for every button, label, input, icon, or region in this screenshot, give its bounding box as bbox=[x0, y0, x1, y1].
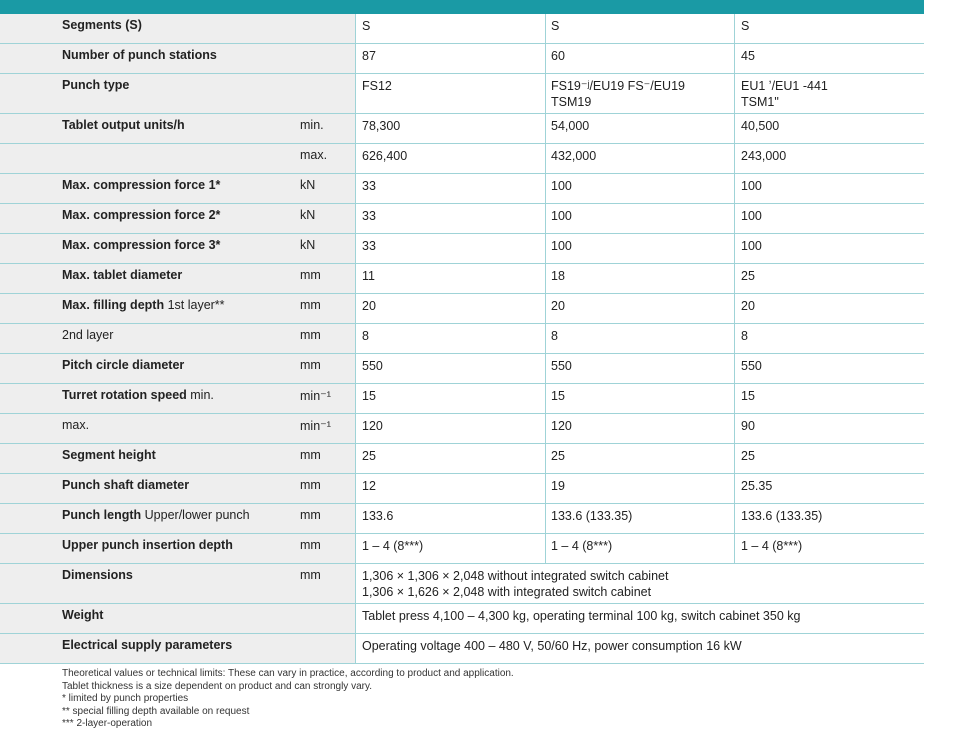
row-label-cell bbox=[0, 234, 355, 263]
row-value-3: 243,000 bbox=[741, 149, 787, 163]
column-divider bbox=[355, 294, 356, 323]
row-label-bold: Punch type bbox=[62, 78, 130, 92]
row-label bbox=[62, 608, 103, 622]
row-label-bold: Segment height bbox=[62, 448, 156, 462]
row-label-bold: Upper punch insertion depth bbox=[62, 538, 233, 552]
row-value-2: 19 bbox=[551, 479, 565, 493]
column-divider bbox=[545, 44, 546, 73]
column-divider bbox=[355, 234, 356, 263]
column-divider bbox=[545, 264, 546, 293]
column-divider bbox=[545, 354, 546, 383]
row-value-2: 100 bbox=[551, 209, 572, 223]
row-label-bold: Punch length bbox=[62, 508, 142, 522]
row-value-2: 432,000 bbox=[551, 149, 597, 163]
row-label-bold: Dimensions bbox=[62, 568, 133, 582]
row-label-cell bbox=[0, 634, 355, 663]
row-label-suffix: 1st layer** bbox=[164, 298, 225, 312]
row-value-1: 78,300 bbox=[362, 119, 401, 133]
row-value-1: 626,400 bbox=[362, 149, 408, 163]
row-value-3: 100 bbox=[741, 239, 762, 253]
table-row bbox=[0, 324, 924, 354]
row-label bbox=[62, 208, 220, 222]
column-divider bbox=[355, 564, 356, 603]
row-unit: kN bbox=[300, 178, 316, 192]
row-label-cell bbox=[0, 474, 355, 503]
row-label-sub: max. bbox=[62, 418, 90, 432]
row-label-sub: 2nd layer bbox=[62, 328, 114, 342]
row-value-2: 550 bbox=[551, 359, 572, 373]
column-divider bbox=[355, 504, 356, 533]
row-value-3: 100 bbox=[741, 179, 762, 193]
column-divider bbox=[355, 324, 356, 353]
row-label bbox=[62, 568, 133, 582]
row-unit: min. bbox=[300, 118, 324, 132]
column-divider bbox=[355, 74, 356, 113]
column-divider bbox=[545, 444, 546, 473]
row-value-2: FS19⁻ʲ/EU19 FS⁻/EU19 TSM19 bbox=[551, 79, 685, 109]
footnote-line: *** 2-layer-operation bbox=[62, 718, 153, 730]
row-label bbox=[62, 298, 225, 312]
column-divider bbox=[545, 474, 546, 503]
column-divider bbox=[734, 264, 735, 293]
column-divider bbox=[734, 444, 735, 473]
row-value-1: 25 bbox=[362, 449, 376, 463]
row-label bbox=[62, 448, 156, 462]
row-value-1: 133.6 bbox=[362, 509, 394, 523]
column-divider bbox=[545, 114, 546, 143]
row-value-1: 33 bbox=[362, 239, 376, 253]
row-value-1: 120 bbox=[362, 419, 383, 433]
table-row bbox=[0, 14, 924, 44]
row-unit: mm bbox=[300, 328, 321, 342]
footnote-line: Tablet thickness is a size dependent on product and can strongly vary. bbox=[62, 680, 372, 692]
row-value-1: 20 bbox=[362, 299, 376, 313]
table-row bbox=[0, 114, 924, 144]
table-row bbox=[0, 354, 924, 384]
table-row bbox=[0, 174, 924, 204]
table-row bbox=[0, 634, 924, 664]
row-label bbox=[62, 328, 113, 342]
row-value-2: 60 bbox=[551, 49, 565, 63]
row-label bbox=[62, 418, 89, 432]
row-label bbox=[62, 118, 185, 132]
row-unit: min⁻¹ bbox=[300, 389, 331, 403]
row-unit: mm bbox=[300, 508, 321, 522]
row-value-3: 25 bbox=[741, 269, 755, 283]
row-label-cell bbox=[0, 144, 355, 173]
footnote-line: ** special filling depth available on request bbox=[62, 705, 250, 717]
row-value-2: 54,000 bbox=[551, 119, 590, 133]
row-value-3: 90 bbox=[741, 419, 755, 433]
table-row bbox=[0, 264, 924, 294]
row-value-1: 11 bbox=[362, 269, 375, 283]
row-value-2: 1 – 4 (8***) bbox=[551, 539, 613, 553]
column-divider bbox=[734, 504, 735, 533]
row-value-3: 100 bbox=[741, 209, 762, 223]
row-label-suffix: Upper/lower punch bbox=[141, 508, 250, 522]
row-value-2: 25 bbox=[551, 449, 565, 463]
row-label bbox=[62, 238, 220, 252]
column-divider bbox=[734, 354, 735, 383]
footnote-line: Theoretical values or technical limits: These can vary in practice, according to product and application. bbox=[62, 668, 514, 679]
row-value-3: 133.6 (133.35) bbox=[741, 509, 823, 523]
column-divider bbox=[355, 14, 356, 43]
row-value-3: 550 bbox=[741, 359, 762, 373]
row-label-cell bbox=[0, 264, 355, 293]
row-value-3: S bbox=[741, 19, 750, 33]
row-label-cell bbox=[0, 414, 355, 443]
row-label-bold: Punch shaft diameter bbox=[62, 478, 190, 492]
row-label bbox=[62, 48, 217, 62]
row-label-bold: Turret rotation speed bbox=[62, 388, 187, 402]
table-row bbox=[0, 564, 924, 604]
header-bar bbox=[0, 0, 924, 14]
row-label-cell bbox=[0, 174, 355, 203]
row-label bbox=[62, 508, 250, 522]
row-value-2: 20 bbox=[551, 299, 565, 313]
row-label bbox=[62, 538, 233, 552]
row-label-cell bbox=[0, 564, 355, 603]
row-label-bold: Max. compression force 2* bbox=[62, 208, 221, 222]
row-label-bold: Electrical supply parameters bbox=[62, 638, 233, 652]
table-row bbox=[0, 44, 924, 74]
column-divider bbox=[545, 294, 546, 323]
column-divider bbox=[355, 634, 356, 663]
row-label-bold: Number of punch stations bbox=[62, 48, 217, 62]
row-label bbox=[62, 18, 142, 32]
row-label bbox=[62, 178, 220, 192]
row-value-3: 40,500 bbox=[741, 119, 780, 133]
row-label-bold: Segments (S) bbox=[62, 18, 142, 32]
column-divider bbox=[545, 174, 546, 203]
column-divider bbox=[545, 14, 546, 43]
row-label bbox=[62, 358, 184, 372]
row-value-3: 1 – 4 (8***) bbox=[741, 539, 803, 553]
table-row bbox=[0, 384, 924, 414]
row-label bbox=[62, 478, 189, 492]
row-value-1: FS12 bbox=[362, 79, 392, 93]
row-label bbox=[62, 268, 182, 282]
row-value-1: 12 bbox=[362, 479, 376, 493]
column-divider bbox=[545, 204, 546, 233]
row-unit: mm bbox=[300, 358, 321, 372]
table-row bbox=[0, 444, 924, 474]
row-label-cell bbox=[0, 384, 355, 413]
row-unit: mm bbox=[300, 298, 321, 312]
column-divider bbox=[355, 534, 356, 563]
column-divider bbox=[545, 74, 546, 113]
row-label-bold: Weight bbox=[62, 608, 104, 622]
row-value-1: 8 bbox=[362, 329, 369, 343]
row-label-bold: Max. compression force 3* bbox=[62, 238, 221, 252]
row-label-bold: Pitch circle diameter bbox=[62, 358, 185, 372]
column-divider bbox=[734, 44, 735, 73]
row-label bbox=[62, 388, 214, 402]
row-unit: mm bbox=[300, 478, 321, 492]
row-value-1: 33 bbox=[362, 209, 376, 223]
column-divider bbox=[355, 354, 356, 383]
column-divider bbox=[734, 384, 735, 413]
row-value-1: S bbox=[362, 19, 371, 33]
table-row bbox=[0, 504, 924, 534]
row-value-wide: Tablet press 4,100 – 4,300 kg, operating terminal 100 kg, switch cabinet 350 kg bbox=[362, 609, 801, 623]
column-divider bbox=[545, 144, 546, 173]
row-label-bold: Max. tablet diameter bbox=[62, 268, 183, 282]
row-value-1: 33 bbox=[362, 179, 376, 193]
footnotes bbox=[62, 668, 514, 731]
table-row bbox=[0, 204, 924, 234]
row-value-3: 8 bbox=[741, 329, 748, 343]
row-label-cell bbox=[0, 444, 355, 473]
row-value-3: 15 bbox=[741, 389, 755, 403]
row-label-cell bbox=[0, 114, 355, 143]
column-divider bbox=[545, 534, 546, 563]
row-label bbox=[62, 638, 232, 652]
column-divider bbox=[355, 44, 356, 73]
row-unit: mm bbox=[300, 538, 321, 552]
row-value-2: S bbox=[551, 19, 560, 33]
row-label-cell bbox=[0, 74, 355, 113]
row-label-cell bbox=[0, 604, 355, 633]
column-divider bbox=[734, 474, 735, 503]
column-divider bbox=[734, 324, 735, 353]
column-divider bbox=[734, 144, 735, 173]
row-label-cell bbox=[0, 504, 355, 533]
column-divider bbox=[545, 504, 546, 533]
row-unit: mm bbox=[300, 268, 321, 282]
column-divider bbox=[734, 174, 735, 203]
row-value-1: 1 – 4 (8***) bbox=[362, 539, 424, 553]
column-divider bbox=[355, 204, 356, 233]
column-divider bbox=[734, 294, 735, 323]
table-row bbox=[0, 534, 924, 564]
column-divider bbox=[355, 384, 356, 413]
column-divider bbox=[545, 414, 546, 443]
table-row bbox=[0, 144, 924, 174]
column-divider bbox=[355, 604, 356, 633]
table-row bbox=[0, 474, 924, 504]
table-row bbox=[0, 294, 924, 324]
row-value-3: 25.35 bbox=[741, 479, 773, 493]
row-value-1: 87 bbox=[362, 49, 376, 63]
row-label-cell bbox=[0, 204, 355, 233]
row-label-bold: Tablet output units/h bbox=[62, 118, 185, 132]
row-value-2: 15 bbox=[551, 389, 565, 403]
column-divider bbox=[734, 74, 735, 113]
column-divider bbox=[734, 204, 735, 233]
column-divider bbox=[545, 384, 546, 413]
row-label-cell bbox=[0, 44, 355, 73]
column-divider bbox=[734, 14, 735, 43]
column-divider bbox=[355, 114, 356, 143]
row-unit: kN bbox=[300, 238, 316, 252]
table-row bbox=[0, 74, 924, 114]
row-label-bold: Max. filling depth bbox=[62, 298, 165, 312]
row-value-2: 100 bbox=[551, 239, 572, 253]
row-value-2: 100 bbox=[551, 179, 572, 193]
row-value-3: 45 bbox=[741, 49, 755, 63]
column-divider bbox=[545, 234, 546, 263]
column-divider bbox=[734, 534, 735, 563]
table-row bbox=[0, 604, 924, 634]
column-divider bbox=[734, 114, 735, 143]
row-value-2: 120 bbox=[551, 419, 572, 433]
spec-table bbox=[0, 14, 924, 664]
row-value-3: 25 bbox=[741, 449, 755, 463]
column-divider bbox=[355, 474, 356, 503]
table-row bbox=[0, 414, 924, 444]
row-label-cell bbox=[0, 14, 355, 43]
row-value-1: 550 bbox=[362, 359, 383, 373]
row-unit: min⁻¹ bbox=[300, 419, 331, 433]
row-value-2: 8 bbox=[551, 329, 558, 343]
row-label-bold: Max. compression force 1* bbox=[62, 178, 221, 192]
row-value-2: 18 bbox=[551, 269, 565, 283]
column-divider bbox=[355, 264, 356, 293]
column-divider bbox=[355, 174, 356, 203]
column-divider bbox=[355, 444, 356, 473]
footnote-line: * limited by punch properties bbox=[62, 693, 189, 705]
column-divider bbox=[734, 234, 735, 263]
row-label-cell bbox=[0, 294, 355, 323]
row-label-cell bbox=[0, 324, 355, 353]
row-value-1: 15 bbox=[362, 389, 376, 403]
row-unit: kN bbox=[300, 208, 316, 222]
column-divider bbox=[734, 414, 735, 443]
row-unit: mm bbox=[300, 448, 321, 462]
row-label bbox=[62, 78, 129, 92]
row-value-3: 20 bbox=[741, 299, 755, 313]
column-divider bbox=[355, 144, 356, 173]
row-label-cell bbox=[0, 534, 355, 563]
row-label-cell bbox=[0, 354, 355, 383]
row-value-wide: 1,306 × 1,306 × 2,048 without integrated switch cabinet 1,306 × 1,626 × 2,048 with integrated switch cabinet bbox=[362, 569, 669, 599]
row-unit: mm bbox=[300, 568, 321, 582]
column-divider bbox=[355, 414, 356, 443]
row-value-3: EU1 ʼ/EU1 -441 TSM1" bbox=[741, 79, 828, 109]
row-value-2: 133.6 (133.35) bbox=[551, 509, 633, 523]
row-label-suffix: min. bbox=[186, 388, 214, 402]
table-row bbox=[0, 234, 924, 264]
column-divider bbox=[545, 324, 546, 353]
row-unit: max. bbox=[300, 148, 328, 162]
row-value-wide: Operating voltage 400 – 480 V, 50/60 Hz, power consumption 16 kW bbox=[362, 639, 742, 653]
